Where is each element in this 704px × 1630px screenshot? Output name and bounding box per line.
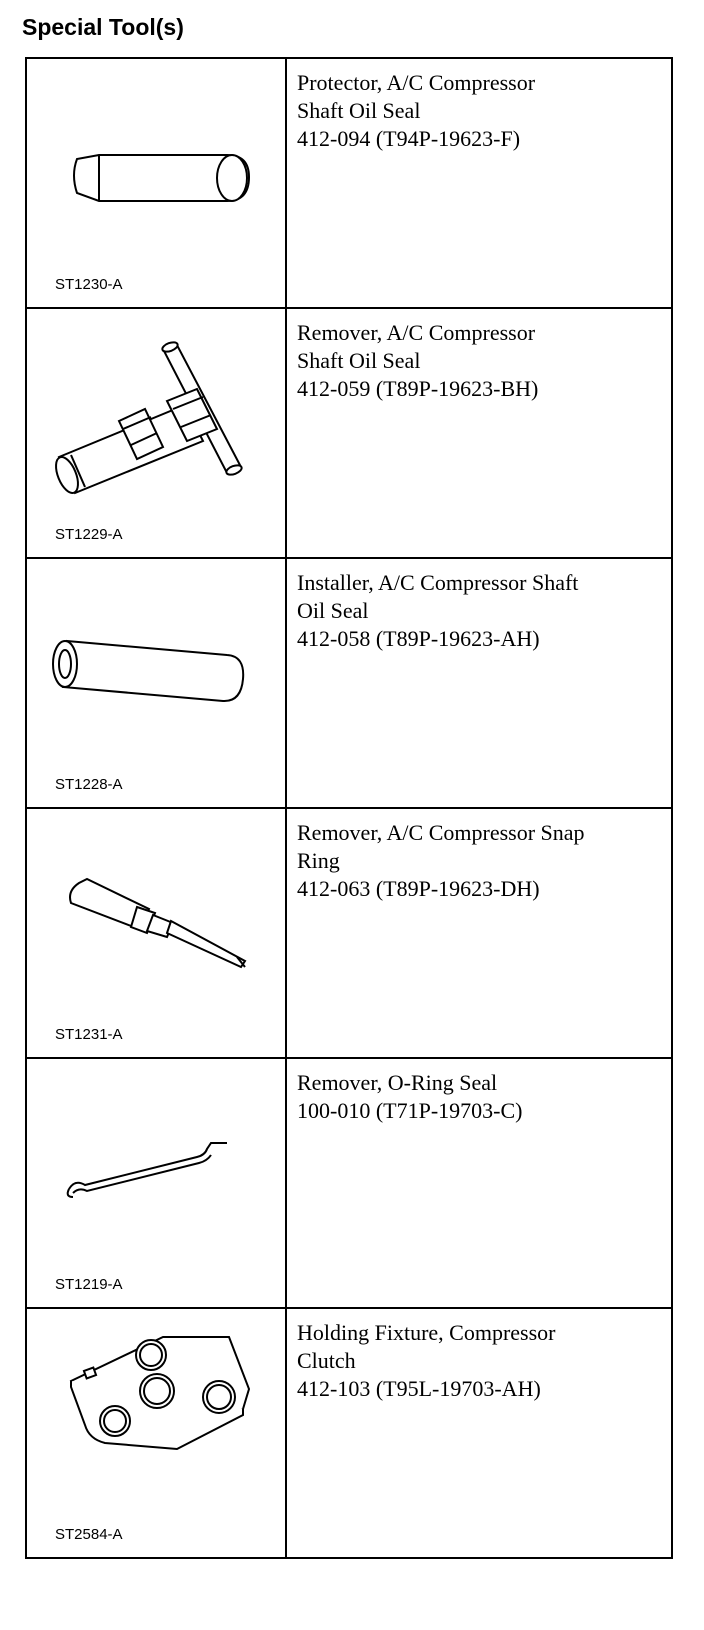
- tool-illustration-cell: [26, 1058, 286, 1308]
- tool-row: [26, 308, 672, 558]
- o-ring-remover-icon: [27, 1059, 285, 1307]
- tool-name-line: Clutch: [297, 1348, 356, 1373]
- tool-description: [287, 59, 671, 153]
- seal-protector-icon: [27, 59, 285, 307]
- seal-remover-icon: [27, 309, 285, 557]
- tool-description: [287, 1309, 671, 1403]
- tool-name-line: Oil Seal: [297, 598, 369, 623]
- tool-description-cell: [286, 1058, 672, 1308]
- tool-code: ST2584-A: [55, 1526, 123, 1543]
- tool-number-line: 100-010 (T71P-19703-C): [297, 1098, 523, 1123]
- tool-description-cell: [286, 808, 672, 1058]
- tool-number-line: 412-058 (T89P-19623-AH): [297, 626, 540, 651]
- clutch-holding-fixture-icon: [27, 1309, 285, 1557]
- tool-description-cell: [286, 1308, 672, 1558]
- special-tools-table: [25, 57, 673, 1559]
- tool-row: [26, 558, 672, 808]
- tool-number-line: 412-103 (T95L-19703-AH): [297, 1376, 541, 1401]
- snap-ring-remover-icon: [27, 809, 285, 1057]
- tool-name-line: Remover, A/C Compressor: [297, 320, 536, 345]
- tool-description: [287, 1059, 671, 1125]
- tool-description: [287, 559, 671, 653]
- tool-code: ST1219-A: [55, 1276, 123, 1293]
- seal-installer-icon: [27, 559, 285, 807]
- tool-code: ST1231-A: [55, 1026, 123, 1043]
- tool-name-line: Protector, A/C Compressor: [297, 70, 536, 95]
- tool-row: [26, 808, 672, 1058]
- tool-number-line: 412-094 (T94P-19623-F): [297, 126, 521, 151]
- tool-name-line: Holding Fixture, Compressor: [297, 1320, 556, 1345]
- tool-description-cell: [286, 558, 672, 808]
- tool-code: ST1230-A: [55, 276, 123, 293]
- tool-illustration-cell: [26, 558, 286, 808]
- tool-name-line: Installer, A/C Compressor Shaft: [297, 570, 579, 595]
- tool-illustration-cell: [26, 808, 286, 1058]
- tool-name-line: Ring: [297, 848, 340, 873]
- tool-illustration-cell: [26, 1308, 286, 1558]
- tool-description: [287, 809, 671, 903]
- tool-number-line: 412-059 (T89P-19623-BH): [297, 376, 539, 401]
- tool-number-line: 412-063 (T89P-19623-DH): [297, 876, 540, 901]
- tool-name-line: Remover, O-Ring Seal: [297, 1070, 498, 1095]
- tool-code: ST1228-A: [55, 776, 123, 793]
- tool-row: [26, 1308, 672, 1558]
- tool-illustration-cell: [26, 308, 286, 558]
- page-title: Special Tool(s): [22, 14, 184, 40]
- tool-illustration-cell: [26, 58, 286, 308]
- tool-description: [287, 309, 671, 403]
- tool-description-cell: [286, 308, 672, 558]
- tool-description-cell: [286, 58, 672, 308]
- tool-name-line: Shaft Oil Seal: [297, 98, 421, 123]
- tool-row: [26, 1058, 672, 1308]
- tool-row: [26, 58, 672, 308]
- tool-code: ST1229-A: [55, 526, 123, 543]
- tool-name-line: Shaft Oil Seal: [297, 348, 421, 373]
- tool-name-line: Remover, A/C Compressor Snap: [297, 820, 585, 845]
